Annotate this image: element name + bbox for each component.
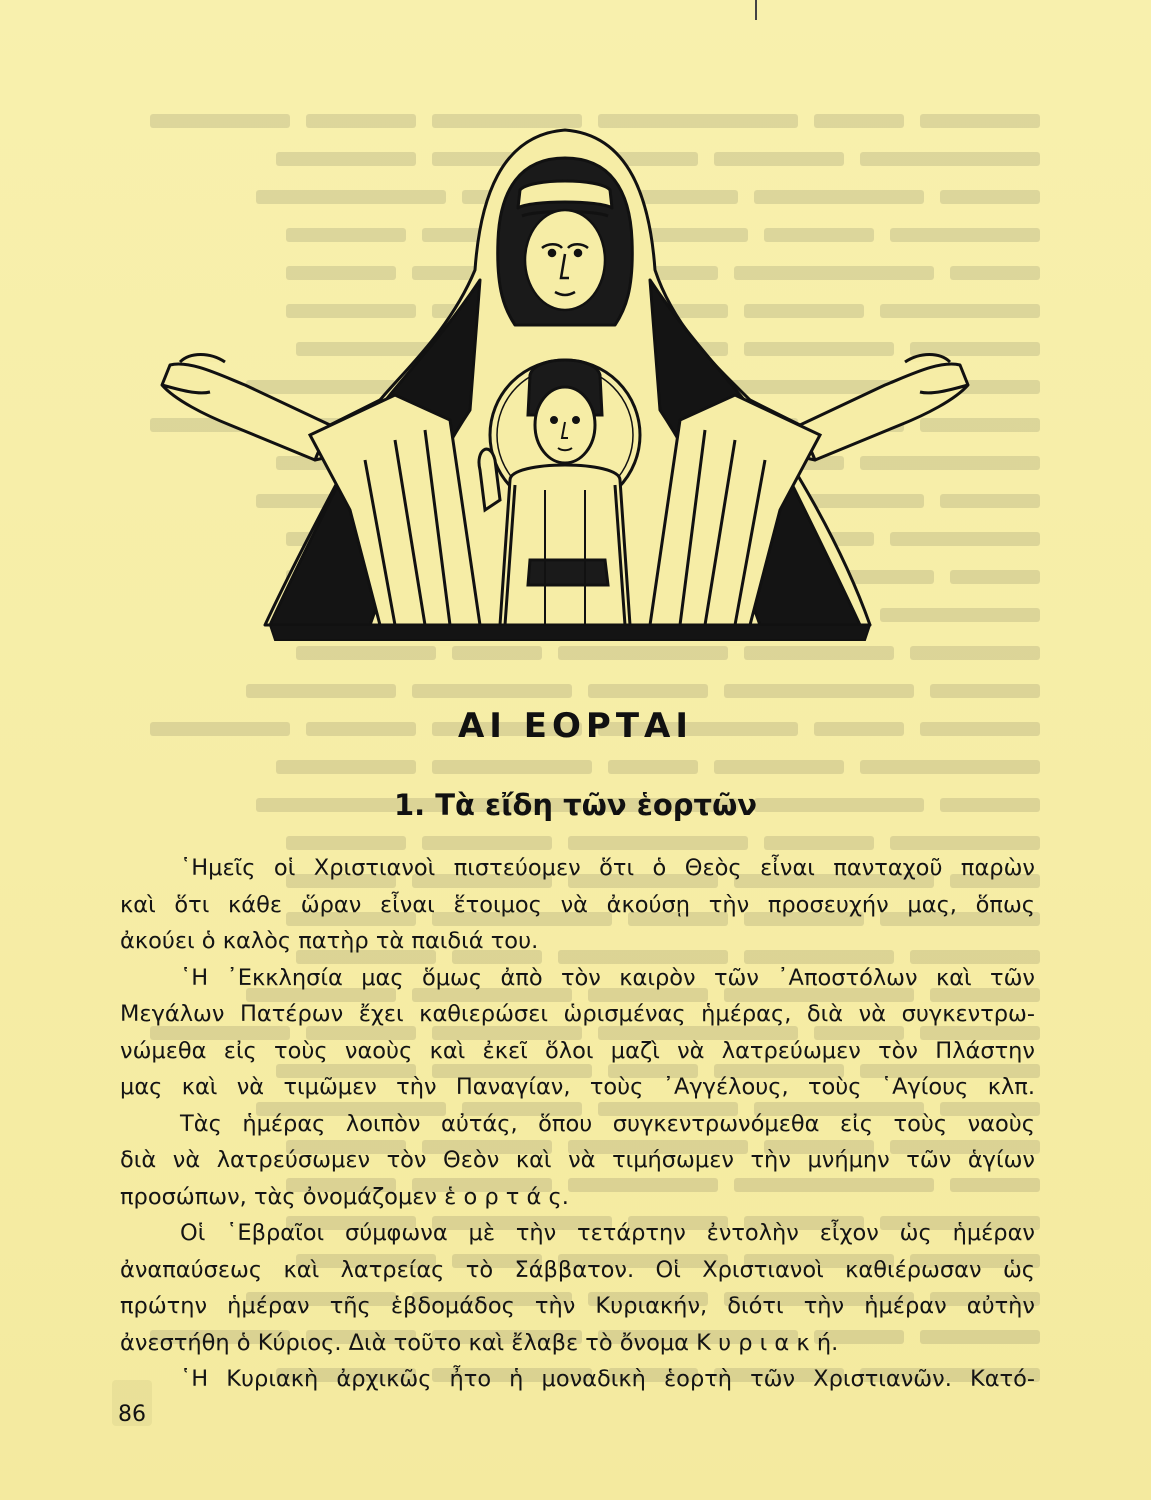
- text-line: Οἱ ῾Εβραῖοι σύμφωνα μὲ τὴν τετάρτην ἐντολὴν εἶχον ὡς ἡμέραν: [180, 1220, 1035, 1246]
- bleed-bar: [930, 684, 1040, 698]
- bleed-bar: [286, 836, 406, 850]
- text-line: Μεγάλων Πατέρων ἔχει καθιερώσει ὡρισμένας ἡμέρας, διὰ νὰ συγκεντρω-: [120, 1001, 1035, 1027]
- text-line: προσώπων, τὰς ὀνομάζομεν ἑ ο ρ τ ά ς.: [120, 1183, 569, 1210]
- paragraph-3: [120, 1106, 1035, 1216]
- section-heading: 1. Τὰ εἴδη τῶν ἑορτῶν: [393, 788, 758, 822]
- body-text: [120, 850, 1035, 1398]
- page-number: 86: [118, 1402, 146, 1427]
- scan-edge-mark: [755, 0, 757, 20]
- bleed-bar: [412, 684, 572, 698]
- robe-hem: [270, 625, 870, 640]
- icon-illustration: [150, 40, 980, 655]
- bleed-bar: [422, 836, 552, 850]
- bleed-bar: [246, 684, 396, 698]
- text-line: ἀναπαύσεως καὶ λατρείας τὸ Σάββατον. Οἱ Χριστιανοὶ καθιέρωσαν ὡς: [120, 1256, 1035, 1283]
- bleed-bar: [714, 760, 844, 774]
- page-title: ΑΙ ΕΟΡΤΑΙ: [457, 706, 693, 746]
- bleed-bar: [764, 836, 874, 850]
- text-line: Τὰς ἡμέρας λοιπὸν αὐτάς, ὅπου συγκεντρωνόμεθα εἰς τοὺς ναοὺς: [180, 1110, 1035, 1137]
- bleed-bar: [890, 836, 1040, 850]
- bleed-bar: [432, 760, 592, 774]
- text-line: ῾Ημεῖς οἱ Χριστιανοὶ πιστεύομεν ὅτι ὁ Θεὸς εἶναι πανταχοῦ παρὼν: [180, 855, 1035, 881]
- paragraph-4: [120, 1215, 1035, 1361]
- bleed-bar: [568, 836, 748, 850]
- text-line: μας καὶ νὰ τιμῶμεν τὴν Παναγίαν, τοὺς ᾿Αγγέλους, τοὺς ῾Αγίους κλπ.: [120, 1074, 1035, 1100]
- text-line: διὰ νὰ λατρεύσωμεν τὸν Θεὸν καὶ νὰ τιμήσωμεν τὴν μνήμην τῶν ἁγίων: [120, 1147, 1035, 1173]
- paragraph-5: [120, 1361, 1035, 1398]
- bleed-bar: [608, 760, 698, 774]
- bleed-line: [120, 746, 1040, 784]
- text-line: νώμεθα εἰς τοὺς ναοὺς καὶ ἐκεῖ ὅλοι μαζὶ νὰ λατρεύωμεν τὸν Πλάστην: [120, 1037, 1035, 1064]
- bleed-line: [120, 670, 1040, 708]
- paragraph-1: [120, 850, 1035, 960]
- text-line: ἀνεστήθη ὁ Κύριος. Διὰ τοῦτο καὶ ἔλαβε τὸ ὄνομα Κ υ ρ ι α κ ή.: [120, 1329, 839, 1356]
- bleed-bar: [860, 760, 1040, 774]
- text-line: ἀκούει ὁ καλὸς πατὴρ τὰ παιδιά του.: [120, 928, 539, 954]
- bleed-bar: [724, 684, 914, 698]
- text-line: ῾Η ᾿Εκκλησία μας ὅμως ἀπὸ τὸν καιρὸν τῶν ᾿Αποστόλων καὶ τῶν: [180, 964, 1035, 991]
- text-line: πρώτην ἡμέραν τῆς ἑβδομάδος τὴν Κυριακήν, διότι τὴν ἡμέραν αὐτὴν: [120, 1293, 1035, 1319]
- bleed-bar: [588, 684, 708, 698]
- text-line: ῾Η Κυριακὴ ἀρχικῶς ἦτο ἡ μοναδικὴ ἑορτὴ τῶν Χριστιανῶν. Κατό-: [180, 1366, 1035, 1392]
- bleed-bar: [276, 760, 416, 774]
- text-line: καὶ ὅτι κάθε ὥραν εἶναι ἕτοιμος νὰ ἀκούσῃ τὴν προσευχήν μας, ὅπως: [120, 891, 1035, 918]
- paragraph-2: [120, 960, 1035, 1106]
- mary-face: [525, 210, 605, 310]
